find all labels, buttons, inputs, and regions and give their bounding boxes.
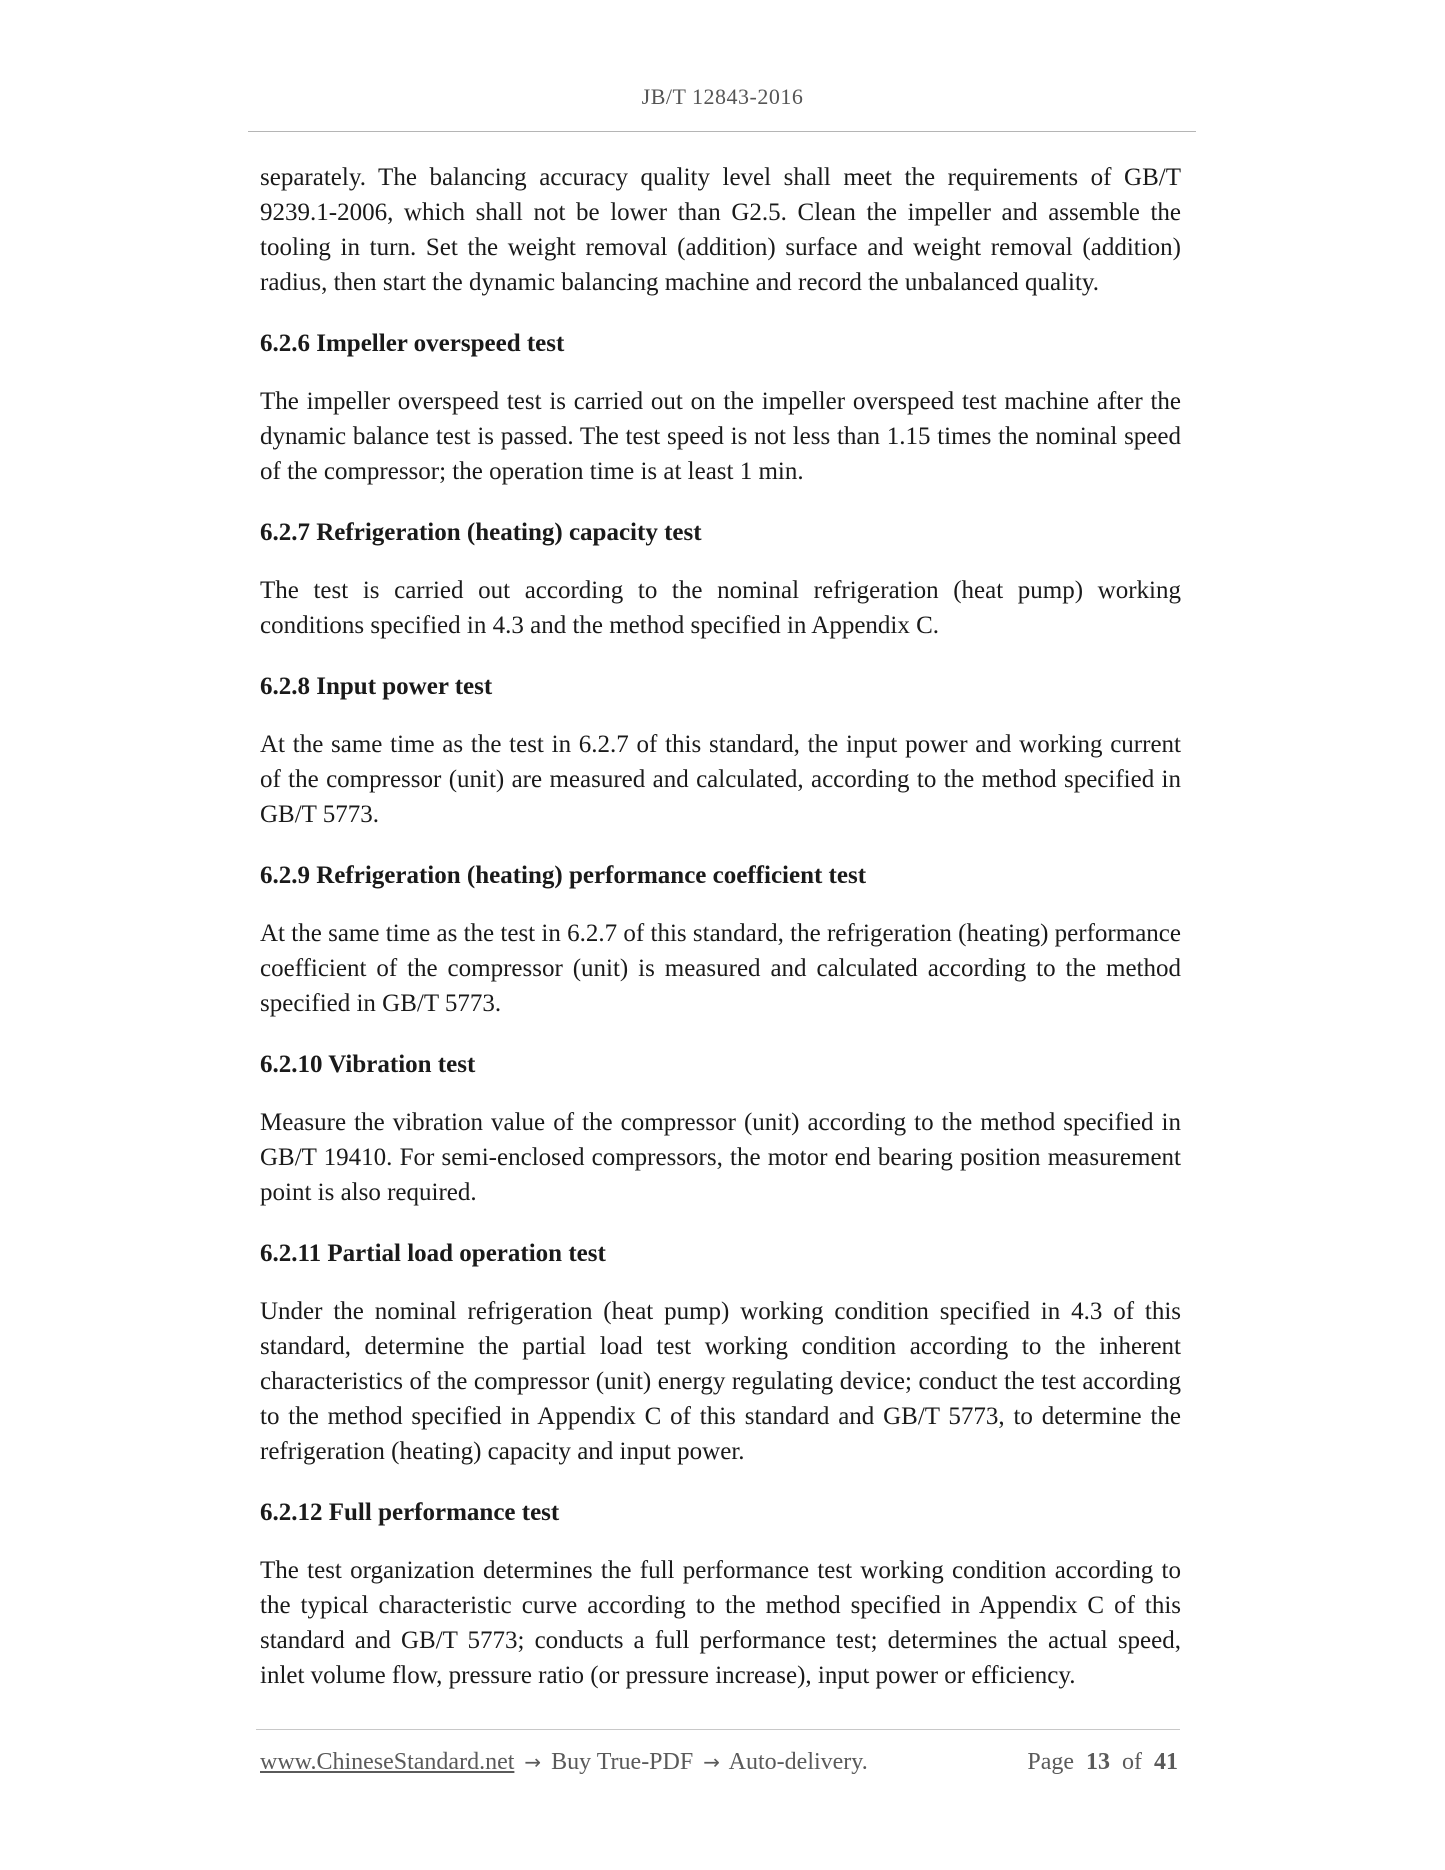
section-heading-6-2-12: 6.2.12 Full performance test — [260, 1499, 560, 1526]
footer-divider — [256, 1729, 1180, 1730]
section-heading-6-2-11: 6.2.11 Partial load operation test — [260, 1240, 606, 1267]
section-heading-6-2-10: 6.2.10 Vibration test — [260, 1051, 476, 1078]
page-current: 13 — [1086, 1749, 1110, 1775]
page-label: Page — [1027, 1749, 1074, 1775]
document-body — [260, 160, 1181, 1693]
page-total: 41 — [1154, 1749, 1178, 1775]
section-text-6-2-6: The impeller overspeed test is carried out on the impeller overspeed test machine after the dynamic balance test is passed. The test speed is not less than 1.15 times the nominal speed of the compressor; the operation time is at least 1 min. — [260, 388, 1181, 485]
page-of-label: of — [1122, 1749, 1142, 1775]
document-id-header: JB/T 12843-2016 — [641, 84, 804, 109]
section-text-6-2-12: The test organization determines the full performance test working condition according to the typical characteristic curve according to the method specified in Appendix C of this standard and GB/T 5773; conducts a full performance test; determines the actual speed, inlet volume flow, pressure ratio (or pressure increase), input power or efficiency. — [260, 1557, 1181, 1689]
section-heading-6-2-9: 6.2.9 Refrigeration (heating) performance coefficient test — [260, 862, 867, 889]
intro-paragraph: separately. The balancing accuracy quality level shall meet the requirements of GB/T 9239.1-2006, which shall not be lower than G2.5. Clean the impeller and assemble the tooling in turn. Set the weight removal (addition) surface and weight removal (addition) radius, then start the dynamic balancing machine and record the unbalanced quality. — [260, 164, 1181, 296]
section-text-6-2-11: Under the nominal refrigeration (heat pump) working condition specified in 4.3 of this standard, determine the partial load test working condition according to the inherent characteristics of the compressor (unit) energy regulating device; conduct the test according to the method specified in Appendix C of this standard and GB/T 5773, to determine the refrigeration (heating) capacity and input power. — [260, 1298, 1181, 1465]
auto-delivery-text: Auto-delivery. — [728, 1749, 868, 1775]
section-text-6-2-7: The test is carried out according to the nominal refrigeration (heat pump) working conditions specified in 4.3 and the method specified in Appendix C. — [260, 577, 1181, 639]
buy-pdf-text: Buy True-PDF — [551, 1749, 694, 1775]
section-heading-6-2-8: 6.2.8 Input power test — [260, 673, 493, 700]
page-indicator — [1024, 1749, 1181, 1776]
section-heading-6-2-7: 6.2.7 Refrigeration (heating) capacity test — [260, 519, 702, 546]
section-text-6-2-8: At the same time as the test in 6.2.7 of this standard, the input power and working current of the compressor (unit) are measured and calculated, according to the method specified in GB/T 5773. — [260, 731, 1181, 828]
section-text-6-2-9: At the same time as the test in 6.2.7 of this standard, the refrigeration (heating) performance coefficient of the compressor (unit) is measured and calculated according to the method specified in GB/T 5773. — [260, 920, 1181, 1017]
section-text-6-2-10: Measure the vibration value of the compressor (unit) according to the method specified in GB/T 19410. For semi-enclosed compressors, the motor end bearing position measurement point is also required. — [260, 1109, 1181, 1206]
page-footer — [260, 1749, 1181, 1776]
site-link[interactable]: www.ChineseStandard.net — [260, 1749, 515, 1775]
arrow-right-icon: → — [524, 1750, 542, 1774]
header-divider — [248, 131, 1196, 132]
section-heading-6-2-6: 6.2.6 Impeller overspeed test — [260, 330, 565, 357]
arrow-right-icon: → — [703, 1750, 720, 1774]
footer-promo — [260, 1749, 868, 1776]
